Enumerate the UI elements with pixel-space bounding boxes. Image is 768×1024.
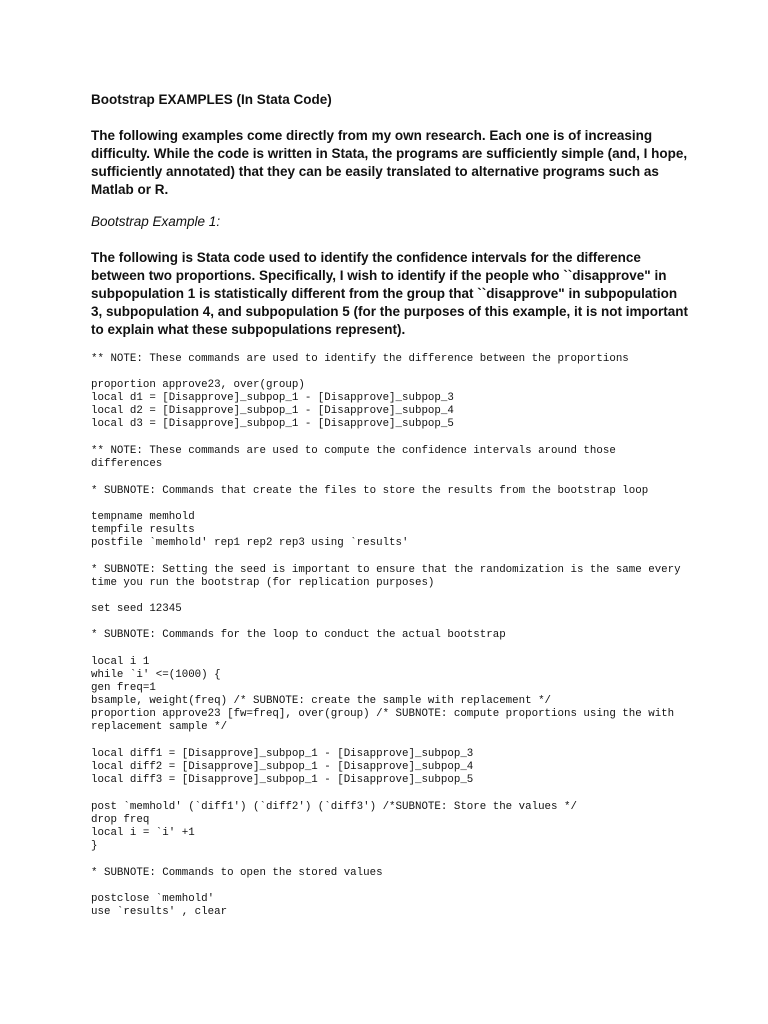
- code-subnote-open: * SUBNOTE: Commands to open the stored values: [91, 867, 383, 879]
- document-title: Bootstrap EXAMPLES (In Stata Code): [91, 92, 332, 107]
- code-note-intervals: ** NOTE: These commands are used to compute the confidence intervals around those differences: [91, 445, 623, 470]
- code-subnote-loop: * SUBNOTE: Commands for the loop to conduct the actual bootstrap: [91, 629, 506, 641]
- code-tempfile-block: tempname memhold tempfile results postfile `memhold' rep1 rep2 rep3 using `results': [91, 511, 409, 549]
- code-post-block: post `memhold' (`diff1') (`diff2') (`diff3') /*SUBNOTE: Store the values */ drop freq local i = `i' +1 }: [91, 801, 577, 852]
- code-note-proportions: ** NOTE: These commands are used to identify the difference between the proportions: [91, 353, 629, 365]
- code-postclose-block: postclose `memhold' use `results' , clear: [91, 893, 228, 918]
- example-description: The following is Stata code used to identify the confidence intervals for the difference between two proportions. Specifically, I wish to identify if the people who ``disapprove" in subpopulation 1 is statistically different from the group that ``disapprove" in subpopulation 3, subpopulation 4, and subpopulation 5 (for the purposes of this example, it is not important to explain what these subpopulations represent).: [91, 250, 689, 337]
- example-subheading: Bootstrap Example 1:: [91, 214, 221, 229]
- code-subnote-seed: * SUBNOTE: Setting the seed is important to ensure that the randomization is the same every time you run the bootstrap (for replication purposes): [91, 564, 688, 589]
- code-proportion-block: proportion approve23, over(group) local d1 = [Disapprove]_subpop_1 - [Disapprove]_subpop_3 local d2 = [Disapprove]_subpop_1 - [Disapprove]_subpop_4 local d3 = [Disapprove]_subpop_1 - [Disapprove]_subpop_5: [91, 379, 454, 430]
- code-set-seed: set seed 12345: [91, 603, 182, 615]
- code-diff-block: local diff1 = [Disapprove]_subpop_1 - [Disapprove]_subpop_3 local diff2 = [Disapprove]_subpop_1 - [Disapprove]_subpop_4 local diff3 = [Disapprove]_subpop_1 - [Disapprove]_subpop_5: [91, 748, 474, 786]
- code-subnote-files: * SUBNOTE: Commands that create the files to store the results from the bootstrap loop: [91, 485, 649, 497]
- code-loop-block: local i 1 while `i' <=(1000) { gen freq=1 bsample, weight(freq) /* SUBNOTE: create the sample with replacement */ proportion approve23 [fw=freq], over(group) /* SUBNOTE: compute proportions using the with replacement sample */: [91, 656, 675, 733]
- intro-paragraph: The following examples come directly from my own research. Each one is of increasing difficulty. While the code is written in Stata, the programs are sufficiently simple (and, I hope, sufficiently annotated) that they can be easily translated to alternative programs such as Matlab or R.: [91, 128, 688, 197]
